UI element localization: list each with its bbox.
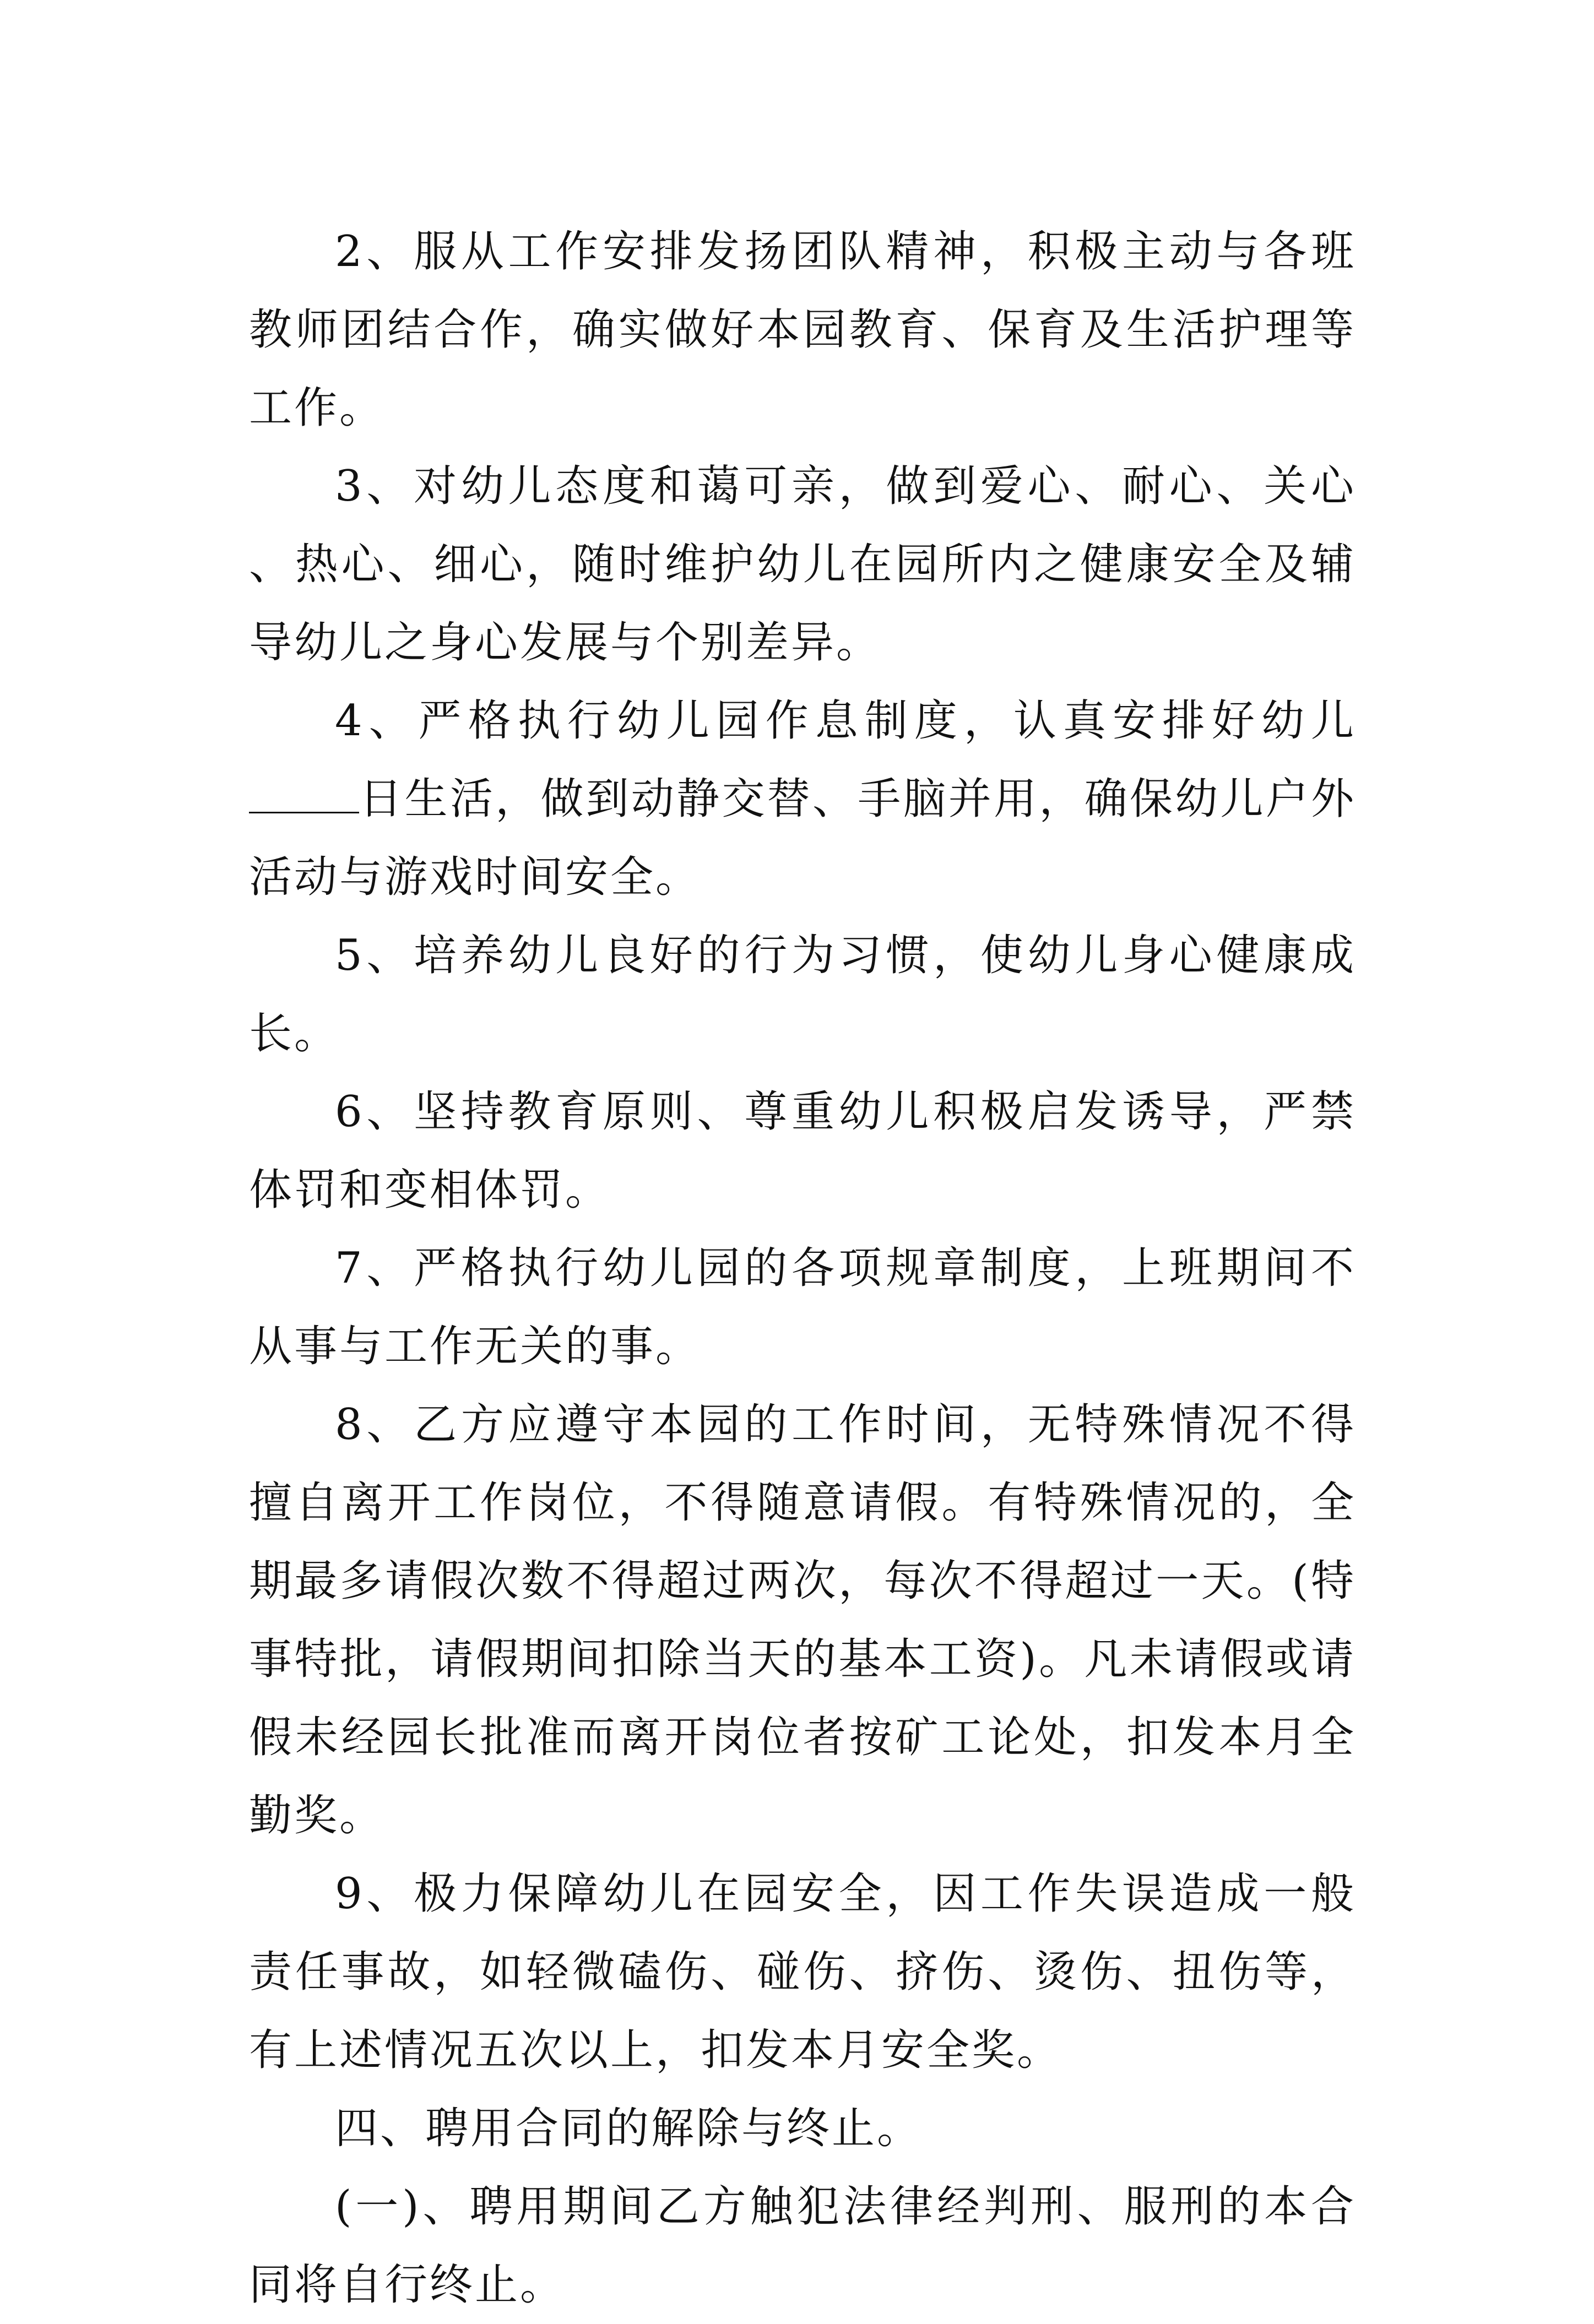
clause-9: 9、极力保障幼儿在园安全，因工作失误造成一般责任事故，如轻微磕伤、碰伤、挤伤、烫伤、扭伤等，有上述情况五次以上，扣发本月安全奖。: [249, 1869, 1356, 2075]
document-body: [249, 213, 1356, 2324]
clause-8: 8、乙方应遵守本园的工作时间，无特殊情况不得擅自离开工作岗位，不得随意请假。有特殊情况的，全期最多请假次数不得超过两次，每次不得超过一天。(特事特批，请假期间扣除当天的基本工资)。凡未请假或请假未经园长批准而离开岗位者按矿工论处，扣发本月全勤奖。: [249, 1400, 1356, 1840]
clause-5: 5、培养幼儿良好的行为习惯，使幼儿身心健康成长。: [249, 931, 1356, 1058]
clause-4: [249, 682, 1356, 916]
clause-7: 7、严格执行幼儿园的各项规章制度，上班期间不从事与工作无关的事。: [249, 1244, 1356, 1371]
clause-3: 3、对幼儿态度和蔼可亲，做到爱心、耐心、关心、热心、细心，随时维护幼儿在园所内之健康安全及辅导幼儿之身心发展与个别差异。: [249, 461, 1356, 667]
clause-6: 6、坚持教育原则、尊重幼儿积极启发诱导，严禁体罚和变相体罚。: [249, 1087, 1356, 1215]
section-4-item-1: (一)、聘用期间乙方触犯法律经判刑、服刑的本合同将自行终止。: [249, 2182, 1356, 2310]
clause-4-text-before: 4、严格执行幼儿园作息制度，认真安排好幼儿: [335, 696, 1356, 746]
clause-2: 2、服从工作安排发扬团队精神，积极主动与各班教师团结合作，确实做好本园教育、保育及生活护理等工作。: [249, 227, 1356, 433]
clause-4-text-after: 日生活，做到动静交替、手脑并用，确保幼儿户外活动与游戏时间安全。: [249, 774, 1356, 902]
section-heading-4: 四、聘用合同的解除与终止。: [335, 2104, 923, 2153]
fill-in-blank: [249, 773, 359, 813]
